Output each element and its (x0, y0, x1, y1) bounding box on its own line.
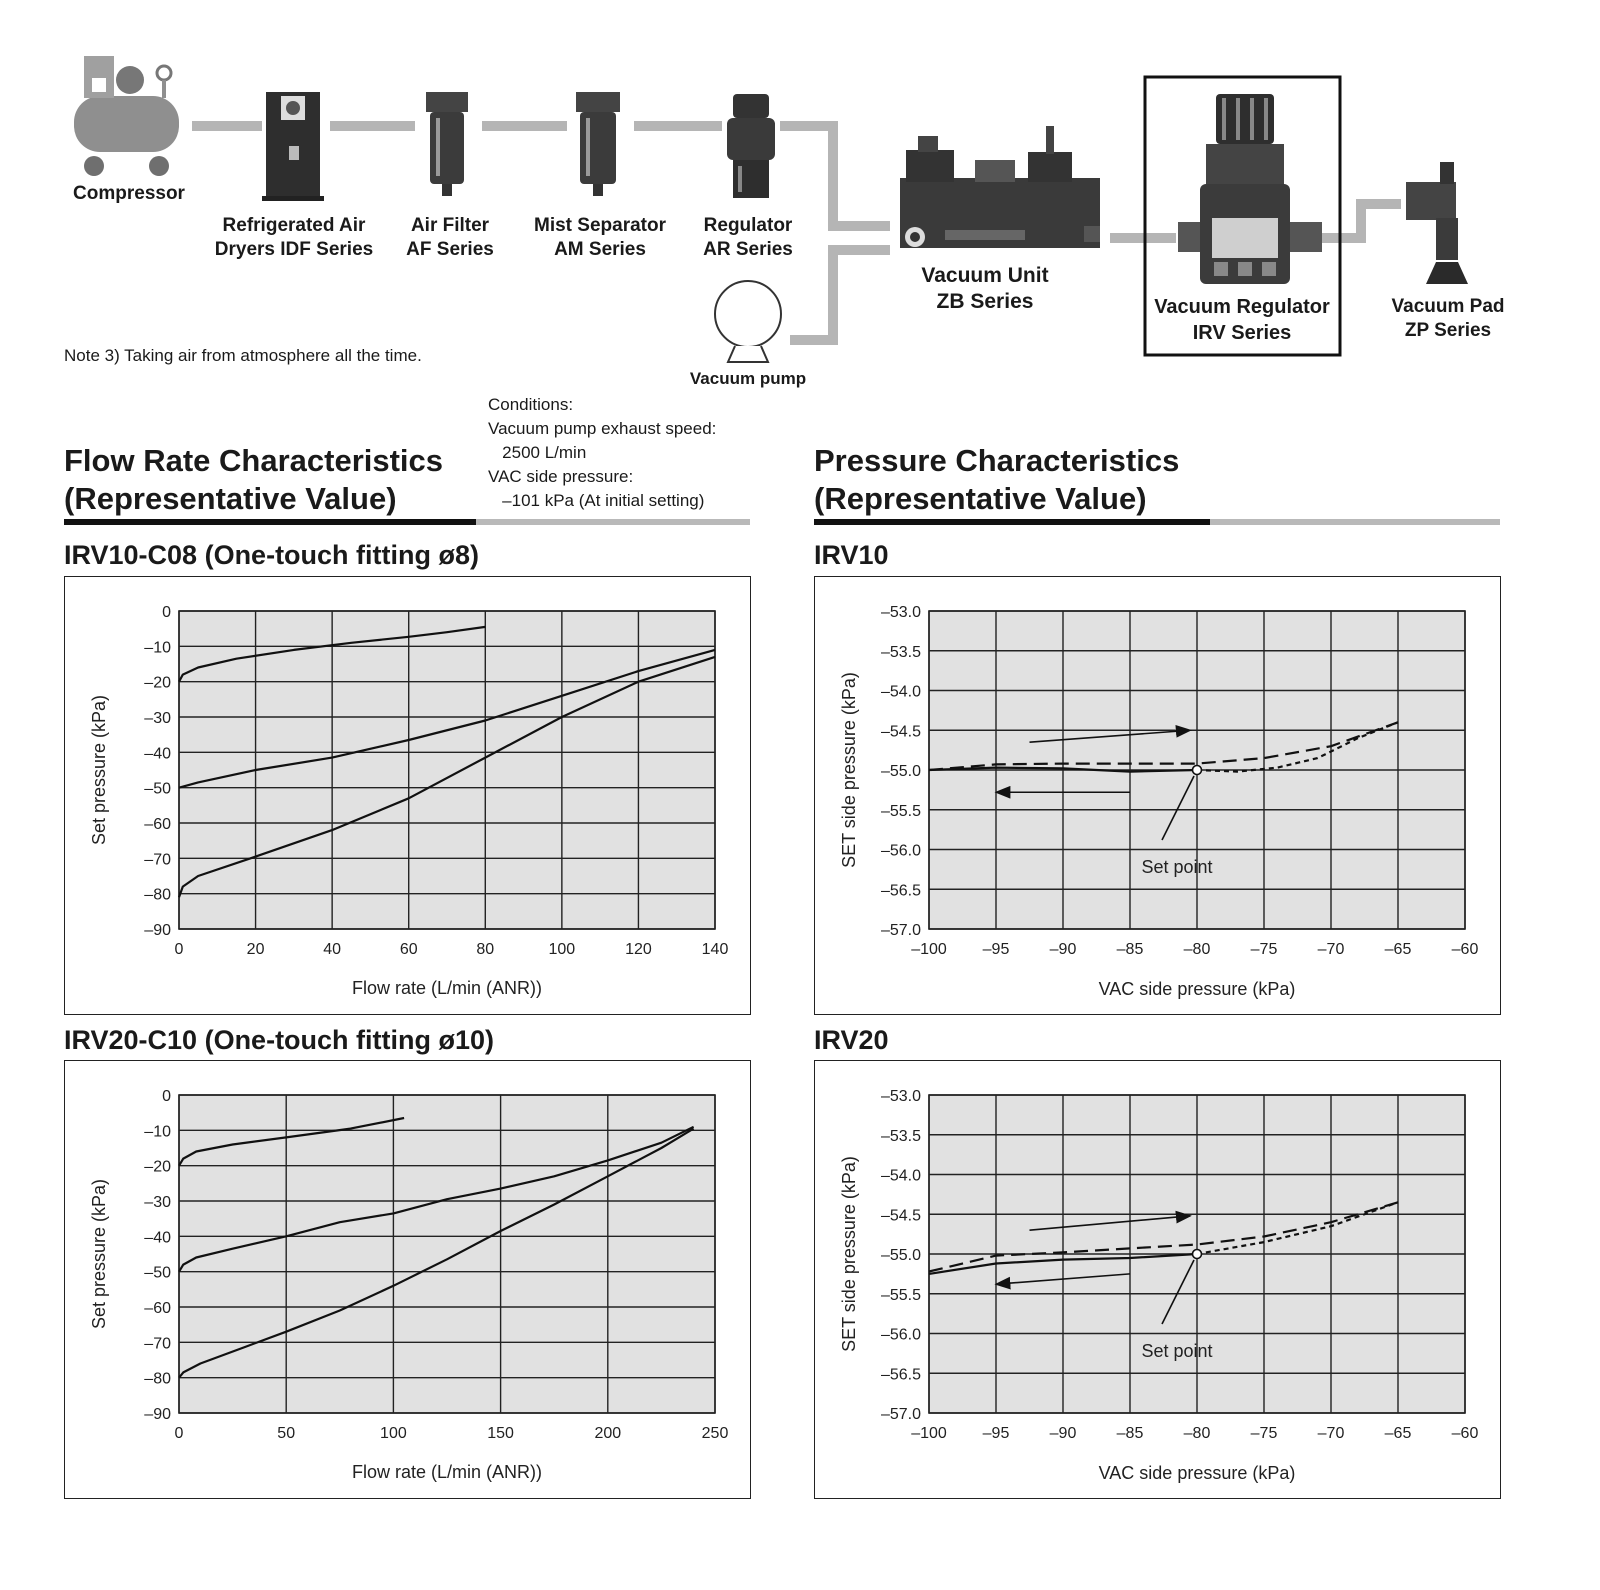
chart-frame-irv10-flow (64, 576, 751, 1015)
x-tick-label: –60 (1451, 1425, 1479, 1442)
y-tick-label: –56.0 (880, 842, 921, 860)
y-tick-label: –60 (144, 816, 171, 833)
x-tick-label: 150 (487, 1425, 514, 1442)
mist-separator-label: Mist Separator AM Series (534, 215, 666, 260)
y-tick-label: 0 (162, 604, 171, 621)
y-tick-label: –30 (144, 710, 171, 727)
vacuum-regulator-label: Vacuum Regulator IRV Series (1154, 296, 1330, 344)
x-tick-label: –65 (1384, 941, 1412, 958)
y-tick-label: –10 (144, 639, 171, 657)
y-tick-label: –56.5 (880, 882, 921, 900)
pressure-section-title: Pressure Characteristics (Representative Value) (814, 443, 1180, 516)
air-filter-icon (426, 92, 468, 196)
x-tick-label: –60 (1451, 941, 1479, 958)
y-tick-label: –53.0 (880, 604, 921, 621)
y-tick-label: –50 (144, 1264, 171, 1282)
chart-irv20-pressure (815, 1061, 1499, 1497)
x-axis-label: Flow rate (L/min (ANR)) (351, 1462, 543, 1482)
mist-separator-icon (576, 92, 620, 196)
y-axis-label: Set pressure (kPa) (89, 1178, 109, 1330)
y-tick-label: –55.0 (880, 1247, 921, 1264)
y-tick-label: –54.5 (880, 1207, 921, 1225)
chart-title-irv10-flow: IRV10-C08 (One-touch fitting ø8) (64, 540, 480, 570)
vacuum-pump-icon (715, 281, 781, 362)
y-tick-label: –56.0 (880, 1326, 921, 1344)
y-tick-label: –70 (144, 851, 171, 869)
vacuum-unit-label: Vacuum Unit ZB Series (921, 264, 1049, 313)
x-tick-label: 50 (277, 1425, 296, 1442)
y-tick-label: –50 (144, 780, 171, 798)
y-tick-label: –20 (144, 674, 171, 692)
x-axis-label: VAC side pressure (kPa) (1098, 1463, 1296, 1483)
chart-title-irv20-pressure: IRV20 (814, 1025, 889, 1055)
x-tick-label: 250 (701, 1425, 729, 1442)
x-tick-label: 0 (174, 941, 184, 958)
pressure-rule-dark (814, 519, 1210, 525)
x-tick-label: 20 (246, 941, 265, 958)
x-tick-label: –70 (1317, 941, 1345, 958)
x-tick-label: –90 (1049, 941, 1077, 958)
x-tick-label: –100 (911, 941, 947, 958)
y-tick-label: –30 (144, 1194, 171, 1211)
x-tick-label: 200 (594, 1425, 622, 1442)
y-tick-label: –40 (144, 745, 171, 763)
flow-diagram (0, 0, 1600, 400)
x-tick-label: –80 (1183, 941, 1211, 958)
set-point-marker (1193, 1250, 1202, 1259)
y-tick-label: –10 (144, 1123, 171, 1141)
x-tick-label: 100 (380, 1425, 407, 1442)
set-point-marker (1193, 766, 1202, 775)
x-tick-label: –85 (1116, 941, 1144, 958)
y-tick-label: –80 (144, 886, 171, 904)
x-tick-label: 40 (323, 941, 342, 958)
chart-title-irv10-pressure: IRV10 (814, 540, 889, 570)
y-axis-label: SET side pressure (kPa) (839, 672, 859, 868)
y-tick-label: –55.0 (880, 763, 921, 780)
vacuum-pad-icon (1406, 162, 1468, 284)
x-tick-label: –85 (1116, 1425, 1144, 1442)
x-tick-label: –90 (1049, 1425, 1077, 1442)
note-3: Note 3) Taking air from atmosphere all the time. (64, 346, 422, 365)
y-tick-label: –20 (144, 1158, 171, 1176)
pressure-rule-gray (1210, 519, 1500, 525)
x-tick-label: 0 (174, 1425, 184, 1442)
vacuum-pad-label: Vacuum Pad ZP Series (1391, 296, 1505, 341)
conditions-text: Conditions: Vacuum pump exhaust speed: 2500 L/min VAC side pressure: –101 kPa (At initial setting) (488, 395, 717, 510)
dryer-label: Refrigerated Air Dryers IDF Series (214, 215, 374, 260)
vacuum-pump-label: Vacuum pump (689, 369, 807, 388)
y-tick-label: 0 (162, 1088, 171, 1105)
x-tick-label: –80 (1183, 1425, 1211, 1442)
plot-area (179, 1095, 715, 1413)
chart-frame-irv10-pressure (814, 576, 1501, 1015)
compressor-icon (74, 56, 179, 176)
x-axis-label: VAC side pressure (kPa) (1098, 979, 1296, 999)
chart-irv10-pressure (815, 577, 1499, 1013)
chart-frame-irv20-flow (64, 1060, 751, 1499)
air-filter-label: Air Filter AF Series (406, 215, 494, 260)
x-tick-label: 100 (548, 941, 576, 958)
x-tick-label: –95 (982, 1425, 1010, 1442)
x-tick-label: –95 (982, 941, 1010, 958)
y-tick-label: –80 (144, 1370, 171, 1388)
y-tick-label: –54.5 (880, 723, 921, 741)
y-axis-label: Set pressure (kPa) (89, 694, 109, 846)
compressor-label: Compressor (73, 183, 185, 204)
x-tick-label: 140 (701, 941, 729, 958)
y-tick-label: –90 (144, 922, 171, 939)
vacuum-unit-icon (900, 126, 1100, 248)
regulator-icon (727, 94, 775, 198)
flow-rule-dark (64, 519, 476, 525)
chart-frame-irv20-pressure (814, 1060, 1501, 1499)
x-tick-label: –100 (911, 1425, 947, 1442)
x-tick-label: –75 (1250, 941, 1278, 958)
y-tick-label: –55.5 (880, 1286, 921, 1304)
y-tick-label: –56.5 (880, 1366, 921, 1384)
x-tick-label: –70 (1317, 1425, 1345, 1442)
set-point-label: Set point (1141, 1341, 1213, 1361)
y-axis-label: SET side pressure (kPa) (839, 1156, 859, 1352)
x-axis-label: Flow rate (L/min (ANR)) (351, 978, 543, 998)
dryer-icon (262, 92, 324, 201)
y-tick-label: –53.5 (880, 643, 921, 661)
set-point-label: Set point (1141, 857, 1213, 877)
flow-rule-gray (476, 519, 750, 525)
y-tick-label: –40 (144, 1229, 171, 1247)
regulator-label: Regulator AR Series (703, 215, 793, 260)
x-tick-label: –75 (1250, 1425, 1278, 1442)
y-tick-label: –53.0 (880, 1088, 921, 1105)
chart-irv20-flow (65, 1061, 749, 1497)
y-tick-label: –57.0 (880, 1406, 921, 1423)
x-tick-label: 80 (476, 941, 495, 958)
y-tick-label: –55.5 (880, 802, 921, 820)
y-tick-label: –60 (144, 1300, 171, 1317)
x-tick-label: 120 (625, 941, 652, 958)
x-tick-label: –65 (1384, 1425, 1412, 1442)
y-tick-label: –90 (144, 1406, 171, 1423)
y-tick-label: –57.0 (880, 922, 921, 939)
y-tick-label: –53.5 (880, 1127, 921, 1145)
chart-irv10-flow (65, 577, 749, 1013)
chart-title-irv20-flow: IRV20-C10 (One-touch fitting ø10) (64, 1025, 495, 1055)
vacuum-regulator-icon (1178, 94, 1322, 284)
y-tick-label: –54.0 (880, 1167, 921, 1185)
y-tick-label: –54.0 (880, 683, 921, 701)
flow-section-title: Flow Rate Characteristics (Representative Value) (64, 443, 444, 516)
x-tick-label: 60 (399, 941, 418, 958)
y-tick-label: –70 (144, 1335, 171, 1353)
